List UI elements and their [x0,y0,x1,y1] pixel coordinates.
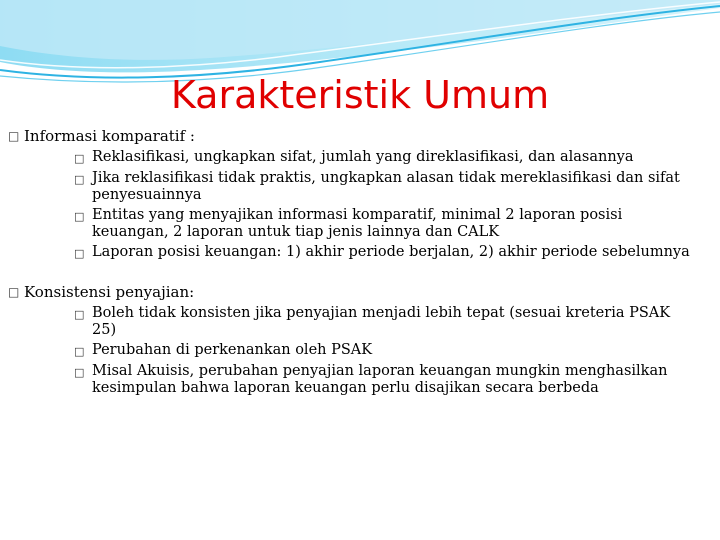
list-item-text: Laporan posisi keuangan: 1) akhir periode berjalan, 2) akhir periode sebelumnya [92,244,690,260]
slide-content [8,126,694,417]
slide-title: Karakteristik Umum [170,73,550,117]
square-bullet-icon: □ [74,345,85,358]
list-item-text: Perubahan di perkenankan oleh PSAK [92,342,373,358]
list-item-text: Entitas yang menyajikan informasi komparatif, minimal 2 laporan posisi keuangan, 2 laporan untuk tiap jenis lainnya dan CALK [92,207,623,240]
square-bullet-icon: □ [74,247,85,260]
square-bullet-icon: □ [8,129,20,143]
list-item [74,207,694,241]
square-bullet-icon: □ [8,285,20,299]
list-item-text: Boleh tidak konsisten jika penyajian menjadi lebih tepat (sesuai kreteria PSAK 25) [92,305,671,338]
square-bullet-icon: □ [74,308,85,321]
section-konsistensi-penyajian [8,282,694,397]
list-item [74,244,694,262]
list-item [74,170,694,204]
section-heading: Konsistensi penyajian: [24,283,195,301]
square-bullet-icon: □ [74,210,85,223]
list-item-text: Misal Akuisis, perubahan penyajian laporan keuangan mungkin menghasilkan kesimpulan bahwa laporan keuangan perlu disajikan secara berbeda [92,363,668,396]
section-heading-row [8,282,694,302]
section-informasi-komparatif [8,126,694,262]
list-item-text: Jika reklasifikasi tidak praktis, ungkapkan alasan tidak mereklasifikasi dan sifat penyesuainnya [92,170,680,203]
list-item [74,305,694,339]
section-heading-row [8,126,694,146]
list-item [74,363,694,397]
square-bullet-icon: □ [74,366,85,379]
list-item-text: Reklasifikasi, ungkapkan sifat, jumlah yang direklasifikasi, dan alasannya [92,149,634,165]
section-heading: Informasi komparatif : [24,127,195,145]
list-item [74,149,694,167]
square-bullet-icon: □ [74,173,85,186]
list-item [74,342,694,360]
square-bullet-icon: □ [74,152,85,165]
